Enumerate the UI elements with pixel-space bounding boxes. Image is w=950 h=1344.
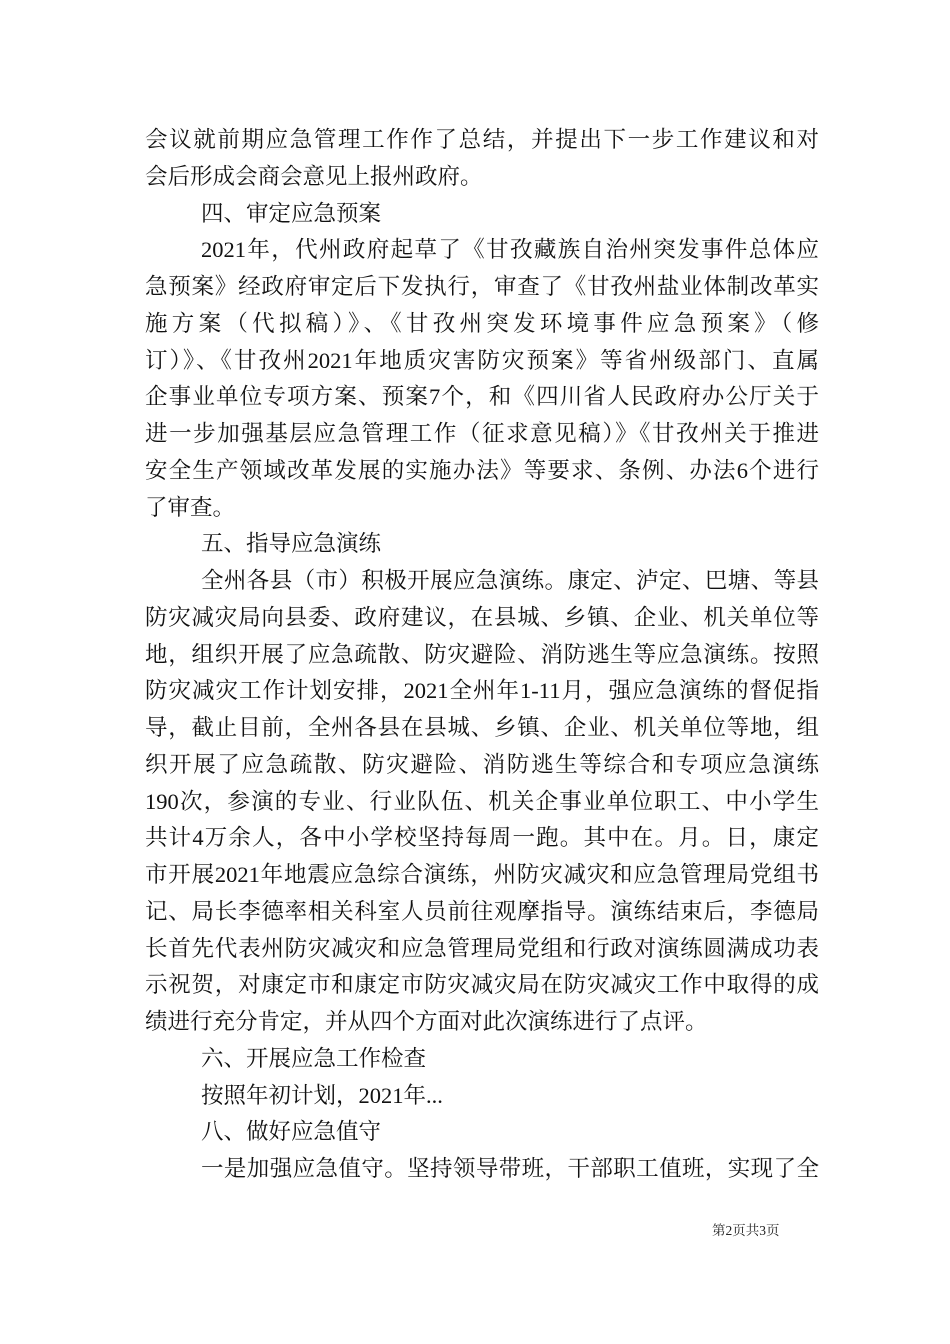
section-heading: 四、审定应急预案 <box>201 200 382 226</box>
text-line: 防灾减灾局向县委、政府建议，在县城、乡镇、企业、机关单位等 <box>145 604 819 630</box>
text-line: 导，截止目前，全州各县在县城、乡镇、企业、机关单位等地，组 <box>145 715 819 740</box>
page-number: 第2页共3页 <box>712 1223 780 1238</box>
text-line: 订）》、《甘孜州2021年地质灾害防灾预案》等省州级部门、直属 <box>145 347 819 373</box>
text-line: 会后形成会商会意见上报州政府。 <box>145 163 483 189</box>
text-line: 记、局长李德率相关科室人员前往观摩指导。演练结束后，李德局 <box>145 898 819 924</box>
text-line: 了审查。 <box>145 494 236 520</box>
text-line: 共计4万余人，各中小学校坚持每周一跑。其中在。月。日，康定 <box>145 825 819 851</box>
text-line: 企事业单位专项方案、预案7个，和《四川省人民政府办公厅关于 <box>145 384 819 410</box>
text-line: 绩进行充分肯定，并从四个方面对此次演练进行了点评。 <box>145 1009 708 1034</box>
text-line: 织开展了应急疏散、防灾避险、消防逃生等综合和专项应急演练 <box>145 751 819 777</box>
text-line: 会议就前期应急管理工作作了总结，并提出下一步工作建议和对 <box>145 127 819 152</box>
text-line: 长首先代表州防灾减灾和应急管理局党组和行政对演练圆满成功表 <box>145 935 819 961</box>
text-line: 急预案》经政府审定后下发执行，审查了《甘孜州盐业体制改革实 <box>145 274 819 299</box>
text-line: 进一步加强基层应急管理工作（征求意见稿）》《甘孜州关于推进 <box>145 421 819 446</box>
text-line: 施方案（代拟稿）》、《甘孜州突发环境事件应急预案》（修 <box>145 310 819 336</box>
text-line: 市开展2021年地震应急综合演练，州防灾减灾和应急管理局党组书 <box>145 862 819 887</box>
text-line: 防灾减灾工作计划安排，2021全州年1-11月，强应急演练的督促指 <box>145 678 819 704</box>
text-line: 地，组织开展了应急疏散、防灾避险、消防逃生等应急演练。按照 <box>145 641 819 667</box>
text-line: 2021年，代州政府起草了《甘孜藏族自治州突发事件总体应 <box>201 237 819 263</box>
text-line: 示祝贺，对康定市和康定市防灾减灾局在防灾减灾工作中取得的成 <box>145 972 819 998</box>
text-line: 按照年初计划，2021年... <box>201 1082 443 1108</box>
document-body <box>145 122 819 1188</box>
text-line: 一是加强应急值守。坚持领导带班，干部职工值班，实现了全 <box>201 1156 819 1181</box>
section-heading: 八、做好应急值守 <box>201 1119 382 1145</box>
text-line: 190次，参演的专业、行业队伍、机关企事业单位职工、中小学生 <box>145 788 819 814</box>
section-heading: 六、开展应急工作检查 <box>201 1045 427 1071</box>
text-line: 安全生产领域改革发展的实施办法》等要求、条例、办法6个进行 <box>145 457 819 483</box>
section-heading: 五、指导应急演练 <box>201 531 382 557</box>
text-line: 全州各县（市）积极开展应急演练。康定、泸定、巴塘、等县 <box>201 568 819 593</box>
